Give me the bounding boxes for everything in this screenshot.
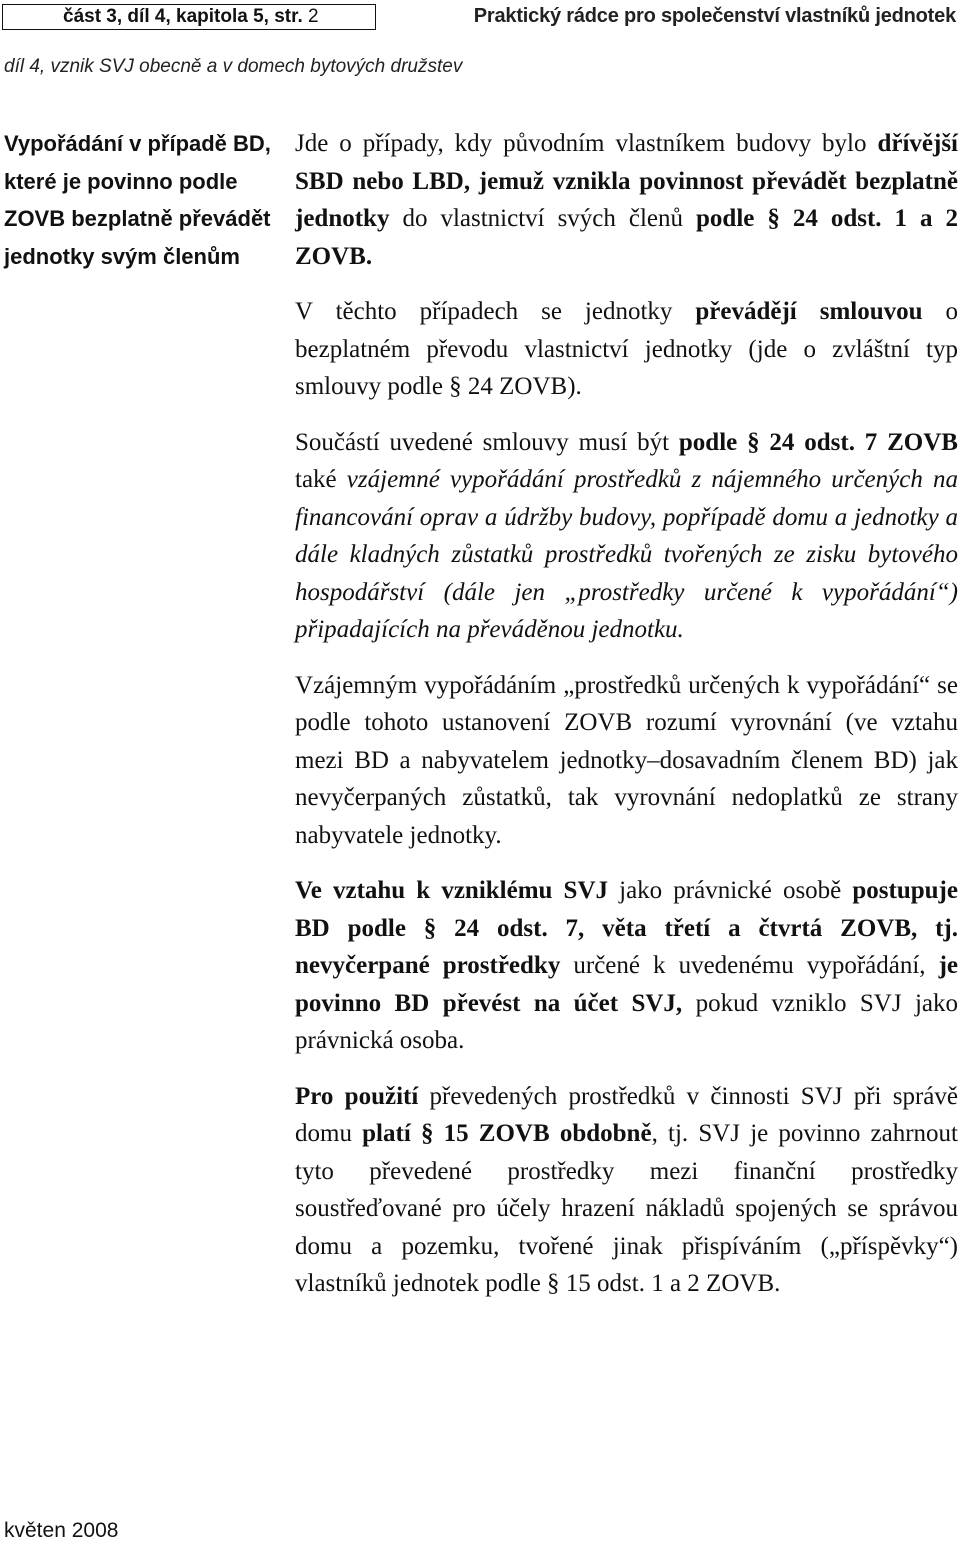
paragraph-6: Pro použití převedených prostředků v činnosti SVJ při správě domu platí § 15 ZOVB obdobně, tj. SVJ je povinno zahrnout tyto převedené prostředky mezi finanční prostředky soustřeďované pro účely hrazení nákladů spojených se správou domu a pozemku, tvořené jinak přispíváním („příspěvky“) vlastníků jednotek podle § 15 odst. 1 a 2 ZOVB. — [295, 1082, 959, 1297]
paragraph-4: Vzájemným vypořádáním „prostředků určených k vypořádání“ se podle tohoto ustanovení ZOVB rozumí vyrovnání (ve vztahu mezi BD a nabyvatelem jednotky–dosavadním členem BD) jak nevyčerpaných zůstatků, tak vyrovnání nedoplatků ze strany nabyvatele jednotky. — [295, 671, 958, 849]
page-number: 2 — [308, 6, 319, 27]
side-heading: Vypořádání v případě BD, které je povinno podle ZOVB bezplatně převádět jednotky svým členům — [4, 131, 271, 269]
main-text — [295, 125, 958, 1321]
paragraph-5: Ve vztahu k vzniklému SVJ jako právnické osobě postupuje BD podle § 24 odst. 7, věta třetí a čtvrtá ZOVB, tj. nevyčerpané prostředky určené k uvedenému vypořádání, je povinno BD převést na účet SVJ, pokud vzniklo SVJ jako právnická osoba. — [295, 877, 959, 1054]
section-reference: část 3, díl 4, kapitola 5, str. — [63, 6, 303, 27]
section-reference-box — [2, 4, 376, 30]
publication-title: Praktický rádce pro společenství vlastníků jednotek — [473, 5, 956, 27]
chapter-subheader: díl 4, vznik SVJ obecně a v domech bytových družstev — [4, 56, 463, 77]
footer-date: květen 2008 — [4, 1519, 119, 1542]
paragraph-3: Součástí uvedené smlouvy musí být podle § 24 odst. 7 ZOVB také vzájemné vypořádání prostředků z nájemného určených na financování oprav a údržby budovy, popřípadě domu a jednotky a dále kladných zůstatků prostředků tvořených ze zisku bytového hospodářství (dále jen „prostředky určené k vypořádání“) připadajících na převáděnou jednotku. — [295, 428, 958, 643]
paragraph-2: V těchto případech se jednotky převádějí smlouvou o bezplatném převodu vlastnictví jednotky (jde o zvláštní typ smlouvy podle § 24 ZOVB). — [295, 298, 958, 400]
paragraph-1: Jde o případy, kdy původním vlastníkem budovy bylo dřívější SBD nebo LBD, jemuž vznikla povinnost převádět bezplatně jednotky do vlastnictví svých členů podle § 24 odst. 1 a 2 ZOVB. — [295, 130, 958, 270]
